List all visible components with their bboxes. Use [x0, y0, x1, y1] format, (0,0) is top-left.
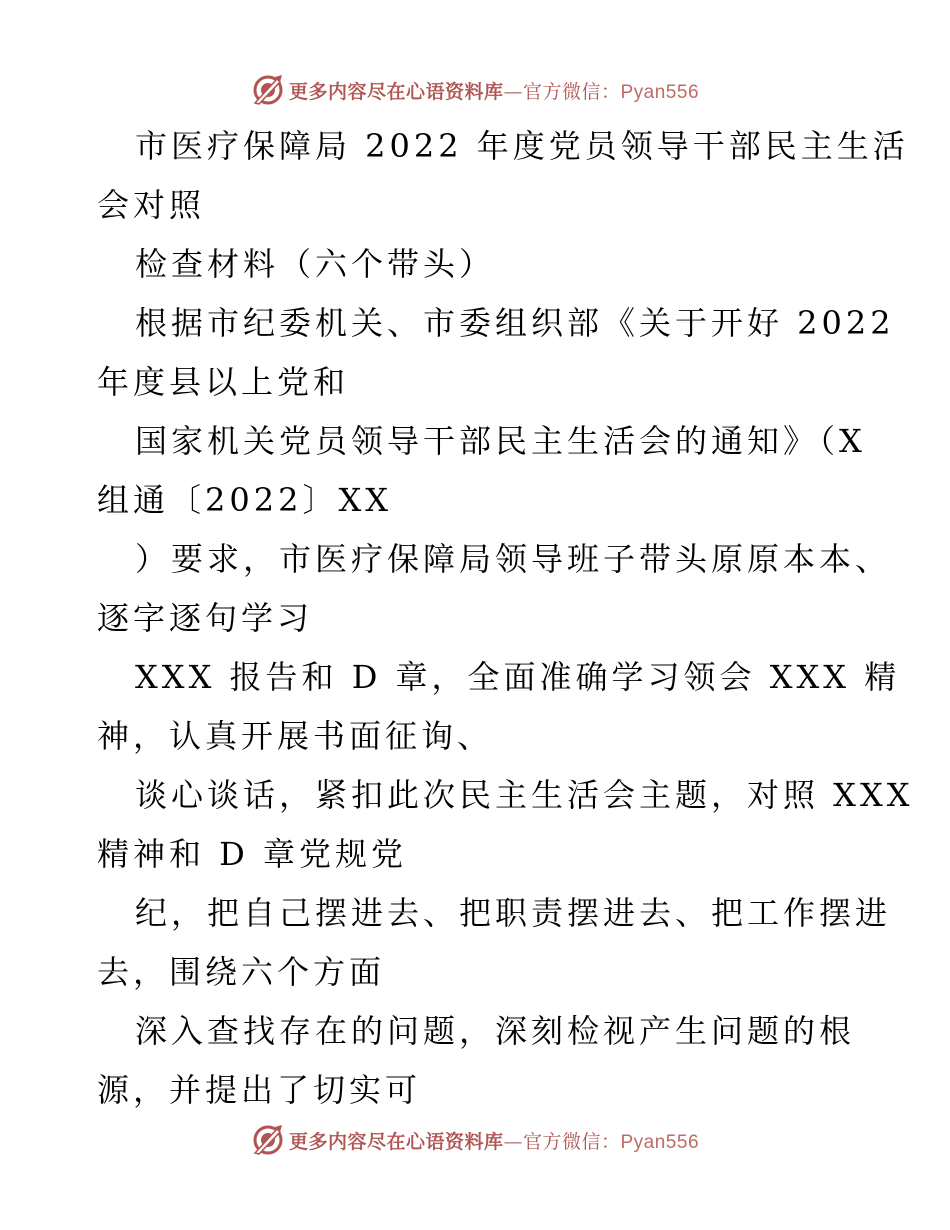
doc-subtitle-line: 检查材料（六个带头）: [135, 245, 496, 283]
watermark-id: Pyan556: [620, 1131, 700, 1153]
doc-paragraph-line: 纪，把自己摆进去、把职责摆进去、把工作摆进: [135, 894, 892, 932]
doc-paragraph-line: 根据市纪委机关、市委组织部《关于开好 2022: [135, 304, 895, 342]
doc-paragraph-line: ）要求，市医疗保障局领导班子带头原原本本、: [135, 540, 892, 578]
doc-title-line-1: 市医疗保障局 2022 年度党员领导干部民主生活: [135, 127, 909, 165]
watermark-sub-text: 官方微信：: [522, 80, 621, 103]
watermark-main-text: 更多内容尽在心语资料库: [288, 80, 504, 103]
watermark-sub-text: 官方微信：: [522, 1130, 621, 1153]
doc-paragraph-line: 年度县以上党和: [97, 363, 350, 401]
doc-paragraph-line: 组通〔2022〕XX: [97, 481, 393, 519]
doc-paragraph-line: 深入查找存在的问题，深刻检视产生问题的根: [135, 1012, 856, 1050]
watermark-main-text: 更多内容尽在心语资料库: [288, 1130, 504, 1153]
watermark-separator: —: [503, 80, 523, 103]
doc-paragraph-line: 神，认真开展书面征询、: [97, 717, 494, 755]
doc-paragraph-line: 去，围绕六个方面: [97, 953, 386, 991]
quill-seal-icon: [251, 73, 285, 107]
watermark-id: Pyan556: [620, 81, 700, 103]
doc-title-line-2: 会对照: [97, 186, 206, 224]
watermark-separator: —: [503, 1130, 523, 1153]
doc-paragraph-line: 精神和 D 章党规党: [97, 835, 408, 873]
watermark-banner-top: [0, 70, 950, 110]
quill-seal-icon: [251, 1123, 285, 1157]
doc-paragraph-line: 国家机关党员领导干部民主生活会的通知》（X: [135, 422, 866, 460]
doc-paragraph-line: 源，并提出了切实可: [97, 1071, 422, 1109]
doc-paragraph-line: 逐字逐句学习: [97, 599, 314, 637]
watermark-banner-bottom: [0, 1120, 950, 1160]
doc-paragraph-line: XXX 报告和 D 章，全面准确学习领会 XXX 精: [135, 658, 901, 696]
doc-paragraph-line: 谈心谈话，紧扣此次民主生活会主题，对照 XXX: [135, 776, 914, 814]
